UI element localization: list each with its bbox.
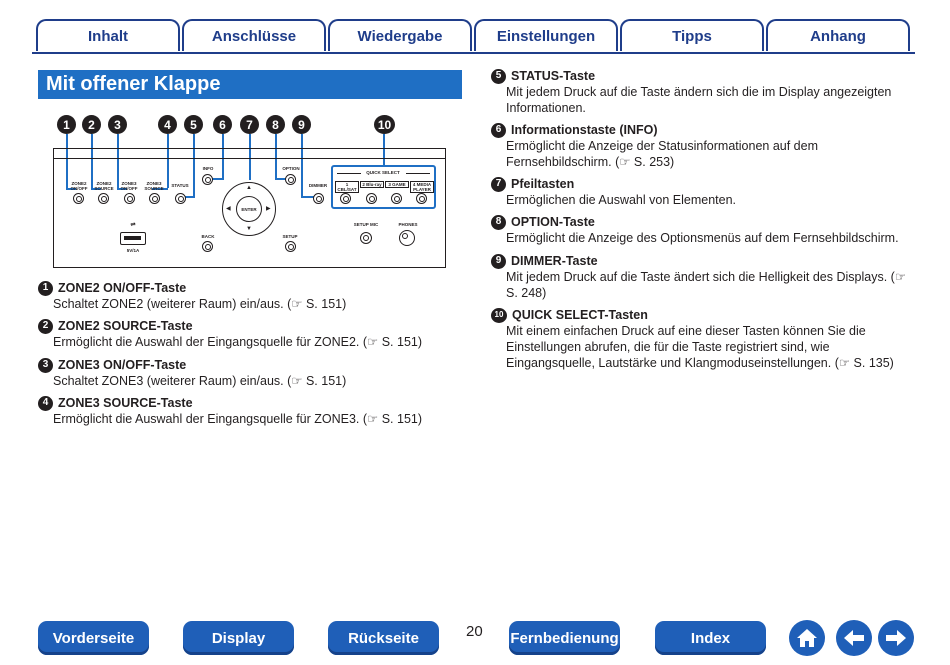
item-title: ZONE3 ON/OFF-Taste bbox=[58, 358, 187, 372]
callout-8: 8 bbox=[266, 115, 285, 134]
item-body: Schaltet ZONE3 (weiterer Raum) ein/aus. (☞ S. 151) bbox=[53, 374, 347, 388]
item-number-badge: 7 bbox=[491, 177, 506, 192]
item-number-badge: 8 bbox=[491, 215, 506, 230]
zone3-source-button[interactable] bbox=[149, 193, 160, 204]
tab-wiedergabe[interactable]: Wiedergabe bbox=[328, 19, 472, 51]
quick-select-2-button[interactable] bbox=[366, 193, 377, 204]
label-setup: SETUP bbox=[282, 234, 298, 239]
label-quick-select: QUICK SELECT bbox=[366, 170, 400, 175]
quick-select-4-button[interactable] bbox=[416, 193, 427, 204]
label-zone2-source: ZONE2 SOURCE bbox=[94, 181, 114, 191]
quick-select-divider bbox=[337, 173, 361, 174]
arrow-pad[interactable] bbox=[222, 182, 276, 236]
option-button[interactable] bbox=[285, 174, 296, 185]
callout-4: 4 bbox=[158, 115, 177, 134]
setup-mic-jack[interactable] bbox=[360, 232, 372, 244]
label-info: INFO bbox=[202, 166, 214, 171]
arrow-left-icon bbox=[842, 628, 866, 648]
status-button[interactable] bbox=[175, 193, 186, 204]
item-body: Mit einem einfachen Druck auf eine dieser Tasten können Sie die Einstellungen abrufen, die für die Taste registriert sind, wie Eingangsquelle, Lautstärke und Klangmoduseinstellungen. (☞ S. 135) bbox=[506, 324, 894, 370]
label-qs1: 1 CBL/SAT bbox=[335, 181, 359, 193]
forward-nav-button[interactable] bbox=[878, 620, 914, 656]
label-zone3-onoff: ZONE3 ON/OFF bbox=[120, 181, 138, 191]
tab-anhang[interactable]: Anhang bbox=[766, 19, 910, 51]
panel-top-strip bbox=[54, 149, 445, 159]
item-7 bbox=[491, 176, 916, 208]
item-body: Ermöglicht die Anzeige des Optionsmenüs auf dem Fernsehbildschirm. bbox=[506, 231, 899, 245]
callout-6: 6 bbox=[213, 115, 232, 134]
display-button[interactable]: Display bbox=[183, 621, 294, 655]
callout-5: 5 bbox=[184, 115, 203, 134]
label-enter: ENTER bbox=[241, 206, 257, 212]
tab-tipps[interactable]: Tipps bbox=[620, 19, 764, 51]
tab-anschluesse[interactable]: Anschlüsse bbox=[182, 19, 326, 51]
usb-port[interactable] bbox=[120, 232, 146, 245]
item-title: OPTION-Taste bbox=[511, 215, 595, 229]
item-title: STATUS-Taste bbox=[511, 69, 596, 83]
arrow-up-icon[interactable]: ▲ bbox=[246, 185, 252, 191]
usb-port-slot bbox=[124, 236, 141, 240]
arrow-left-pad-icon[interactable]: ◀ bbox=[226, 206, 231, 212]
label-status: STATUS bbox=[171, 183, 189, 188]
enter-button[interactable] bbox=[236, 196, 262, 222]
arrow-right-pad-icon[interactable]: ▶ bbox=[266, 206, 271, 212]
rear-panel-button[interactable]: Rückseite bbox=[328, 621, 439, 655]
home-icon bbox=[795, 627, 819, 649]
item-title: ZONE2 ON/OFF-Taste bbox=[58, 281, 187, 295]
callout-9: 9 bbox=[292, 115, 311, 134]
arrow-down-icon[interactable]: ▼ bbox=[246, 226, 252, 232]
quick-select-1-button[interactable] bbox=[340, 193, 351, 204]
info-button[interactable] bbox=[202, 174, 213, 185]
item-number-badge: 10 bbox=[491, 308, 507, 323]
zone2-onoff-button[interactable] bbox=[73, 193, 84, 204]
item-title: ZONE3 SOURCE-Taste bbox=[58, 396, 193, 410]
label-qs4: 4 MEDIA PLAYER bbox=[410, 181, 434, 193]
phones-jack[interactable] bbox=[399, 230, 415, 246]
item-title: Informationstaste (INFO) bbox=[511, 123, 658, 137]
back-button[interactable] bbox=[202, 241, 213, 252]
item-body: Ermöglicht die Auswahl der Eingangsquelle für ZONE3. (☞ S. 151) bbox=[53, 412, 423, 426]
zone2-source-button[interactable] bbox=[98, 193, 109, 204]
setup-button[interactable] bbox=[285, 241, 296, 252]
dimmer-button[interactable] bbox=[313, 193, 324, 204]
item-10 bbox=[491, 307, 916, 371]
item-number-badge: 1 bbox=[38, 281, 53, 296]
section-title: Mit offener Klappe bbox=[38, 70, 462, 99]
item-4 bbox=[38, 395, 458, 427]
label-qs2: 2 Blu-ray bbox=[360, 181, 384, 188]
item-body: Ermöglichen die Auswahl von Elementen. bbox=[506, 193, 736, 207]
quick-select-group bbox=[331, 165, 436, 209]
label-dimmer: DIMMER bbox=[308, 183, 328, 188]
arrow-right-icon bbox=[884, 628, 908, 648]
label-option: OPTION bbox=[282, 166, 300, 171]
label-back: BACK bbox=[201, 234, 215, 239]
item-body: Schaltet ZONE2 (weiterer Raum) ein/aus. (☞ S. 151) bbox=[53, 297, 347, 311]
zone3-onoff-button[interactable] bbox=[124, 193, 135, 204]
tab-einstellungen[interactable]: Einstellungen bbox=[474, 19, 618, 51]
item-body: Mit jedem Druck auf die Taste ändert sich die Helligkeit des Displays. (☞ S. 248) bbox=[506, 270, 907, 300]
callout-3: 3 bbox=[108, 115, 127, 134]
item-number-badge: 4 bbox=[38, 396, 53, 411]
item-title: ZONE2 SOURCE-Taste bbox=[58, 319, 193, 333]
item-number-badge: 3 bbox=[38, 358, 53, 373]
callout-7: 7 bbox=[240, 115, 259, 134]
item-3 bbox=[38, 357, 458, 389]
item-2 bbox=[38, 318, 458, 350]
item-5 bbox=[491, 68, 916, 116]
item-9 bbox=[491, 253, 916, 301]
callout-1: 1 bbox=[57, 115, 76, 134]
item-number-badge: 2 bbox=[38, 319, 53, 334]
label-usb: 5V/1A bbox=[126, 248, 140, 253]
item-title: QUICK SELECT-Tasten bbox=[512, 308, 648, 322]
item-body: Ermöglicht die Auswahl der Eingangsquelle für ZONE2. (☞ S. 151) bbox=[53, 335, 423, 349]
page-number: 20 bbox=[466, 623, 483, 640]
label-setup-mic: SETUP MIC bbox=[353, 222, 379, 227]
item-body: Ermöglicht die Anzeige der Statusinformationen auf dem Fernsehbildschirm. (☞ S. 253) bbox=[506, 139, 818, 169]
home-button[interactable] bbox=[789, 620, 825, 656]
item-6 bbox=[491, 122, 916, 170]
back-nav-button[interactable] bbox=[836, 620, 872, 656]
tab-underline bbox=[32, 52, 915, 54]
index-button[interactable]: Index bbox=[655, 621, 766, 655]
callout-10: 10 bbox=[374, 115, 395, 134]
callout-2: 2 bbox=[82, 115, 101, 134]
item-number-badge: 9 bbox=[491, 254, 506, 269]
item-1 bbox=[38, 280, 458, 312]
item-body: Mit jedem Druck auf die Taste ändern sich die im Display angezeigten Informationen. bbox=[506, 85, 892, 115]
front-panel-button[interactable]: Vorderseite bbox=[38, 621, 149, 655]
item-number-badge: 6 bbox=[491, 123, 506, 138]
label-zone2-onoff: ZONE2 ON/OFF bbox=[70, 181, 88, 191]
label-qs3: 3 GAME bbox=[385, 181, 409, 188]
item-number-badge: 5 bbox=[491, 69, 506, 84]
label-phones: PHONES bbox=[398, 222, 418, 227]
tab-inhalt[interactable]: Inhalt bbox=[36, 19, 180, 51]
item-title: Pfeiltasten bbox=[511, 177, 575, 191]
item-title: DIMMER-Taste bbox=[511, 254, 598, 268]
quick-select-3-button[interactable] bbox=[391, 193, 402, 204]
quick-select-divider-right bbox=[406, 173, 430, 174]
usb-icon: ⇌ bbox=[130, 222, 136, 228]
remote-control-button[interactable]: Fernbedienung bbox=[509, 621, 620, 655]
item-8 bbox=[491, 214, 916, 246]
receiver-front-panel bbox=[53, 148, 446, 268]
label-zone3-source: ZONE3 SOURCE bbox=[144, 181, 164, 191]
